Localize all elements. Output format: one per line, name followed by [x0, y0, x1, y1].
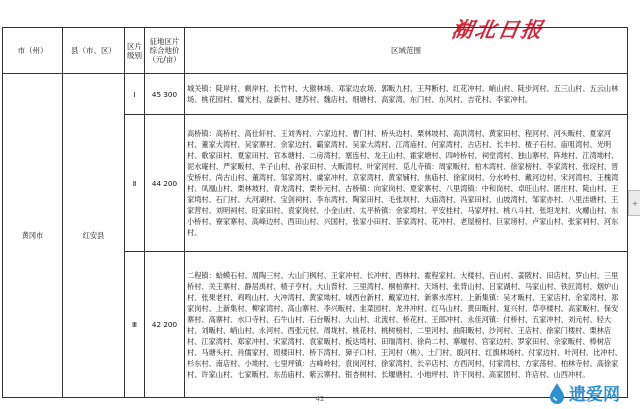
price-cell: 45 300 [145, 74, 185, 115]
level-cell: Ⅲ [125, 252, 145, 398]
water-drop-icon [548, 382, 566, 404]
brand-name: 遗爱网 [569, 385, 620, 405]
header-city: 市（州） [3, 28, 63, 74]
newspaper-watermark: 湖北日报 [449, 17, 547, 42]
area-scope-cell: 高桥镇：高桥村、高仕轩村、王刘秀村、六家边村、曹门村、桥头边村、栗林坡村、高洪湾村、黄家田村、程河村、河头畈村、夏家河村、董家大湾村、吴家寨村、余家边村、霸家湾村、吴家大湾村、江湾庙村、何家湾村、古店村、长丰村、楂子石村、庙咀湾村、光明村、歌家田村、夏家田村、官本塘村、二房湾村、塞连村、龙王山村、霍家塘村、四岭桥村、祠堂湾村、独山寨村、阵地村、江湾坳村、泥水庵村、严家畈村、羊子山村、孙家田村、大畈湾村、叶家河村、觅儿寺镇：周家畈村、柏木湾村、徐家榜村、李家湾村、张垸村、晋安桥村、尚古山村、董湾村、邹家湾村、虞家冲村、京家湾村、黄家铺村、焦庙村、徐家岗村、分水岭村、戴河边村、宋河湾村、王槐湾村、凤凰山村、栗林坡村、青龙湾村、栗朴元村、古桥镇：向家岗村、夏家寨村、八里湾镇：中和岗村、卓旺山村、匿庄村、陡山村、王家塆村、石门村、大河湖村、宝剑祠村、李东湾村、陶家田村、毛张坝村、大庙湾村、冯家田村、山坡湾村、邹家亦村、八里洼塘村、王家营村、刘明祠村、旺家田村、袁家岗村、小金山村、太平桥镇：余家塆村、平安桂村、马家坪村、桃八斗村、张坦龙村、火螺山村、东小桥村、寮家寨村、高峰边村、西田山村、兴国村、张家小田村、茶家湾村、花冲村、老屋榜村、巨家塝村、卢家山村、张家祠村、河东村。 [185, 115, 628, 252]
page-number: 42 [315, 395, 325, 403]
county-cell: 红安县 [63, 74, 125, 398]
site-logo [548, 380, 620, 405]
city-cell: 黄冈市 [3, 74, 63, 398]
land-price-table [2, 27, 628, 398]
header-price: 征地区片综合地价（元/亩） [145, 28, 185, 74]
table-header-row [3, 28, 628, 74]
header-level: 区片级别 [125, 28, 145, 74]
area-scope-cell: 二程镇：蛤蟆石村、周陶三村、大山门枫村、王家冲村、长冲村、西林村、霍程家村、大楼村、百山村、姜陂村、田店村、罗山村、三里桥村、关王寨村、静居禹村、楂子亨村、大山背村、三里湾村、桐柏寨村、天场村、张背山村、吕家湖村、马家山村、铁匠湾村、烟炉山村、张果老村、鸡鸣山村、大冲湾村、黄家坳村、城西台新村、戴家边村、新寨水库村、上新集镇：吴才畈村、王家店村、余家湾村、郑家岗村、上新集村、柳家湾村、高山寨村、李兴畈村、韭菜园村、龙井冲村、红马山村、黄田畈村、复兴村、草亭楼村、高家畈村、保安寨村、高寨村、水口寺村、石牛山村、石台畈村、大山村、北流村、桥花村、王郎冲村、永佳河镇：付桥村、五家冲村、刘元村、轻大村、刘畈村、峭山村、永河村、西张元村、周垅村、桃花村、桃树榜村、二里河村、曲阳畈村、沙河村、王店村、徐家门楼村、栗林店村、江家湾村、郑家冲村、宋家湾村、袁家畈村、板达塆村、田瑞湾村、徐尚二村、寨堰村、官家边村、罗家田村、余家畈村、棒树店村、马塘头村、肖儒家村、周楼田村、桥下湾村、獐子口村、王河村（桃）、土门村、殷河村、红旗林场村、付家边村、叶河村、比冲村、杉东村、南店村、小坳村、七里坪镇：古峰岭村、袁岗河村、徐家湾村、长辛店村、方西河村、付家湾村、方家荡村、柏林寺村、高徐家村、许家山村、七家畈村、东岳庙村、紫云寨村、银杏树村、长堰塘村、小地坪村、许下岗村、高家团村、许店村、山西冲村。 [185, 252, 628, 398]
price-cell: 44 200 [145, 115, 185, 252]
level-cell: Ⅱ [125, 115, 145, 252]
page-scroll-tab[interactable]: + [628, 190, 640, 216]
area-scope-cell: 城关镇：陡岸村、剩岸村、长竹村、大猴林场、邓家边农场、郭畈九村、王拜断村、红花冲村、峭山村、陡步河村、五三山村、五云山林场、桃花园村、耀光村、益新村、建苏村、魏店村、细塘村、高家湾、东门村、东风村、吉花村、李家冲村。 [185, 74, 628, 115]
header-scope: 区域范围 [185, 28, 628, 74]
level-cell: Ⅰ [125, 74, 145, 115]
table-row [3, 74, 628, 115]
header-county: 县（市、区） [63, 28, 125, 74]
price-cell: 42 200 [145, 252, 185, 398]
